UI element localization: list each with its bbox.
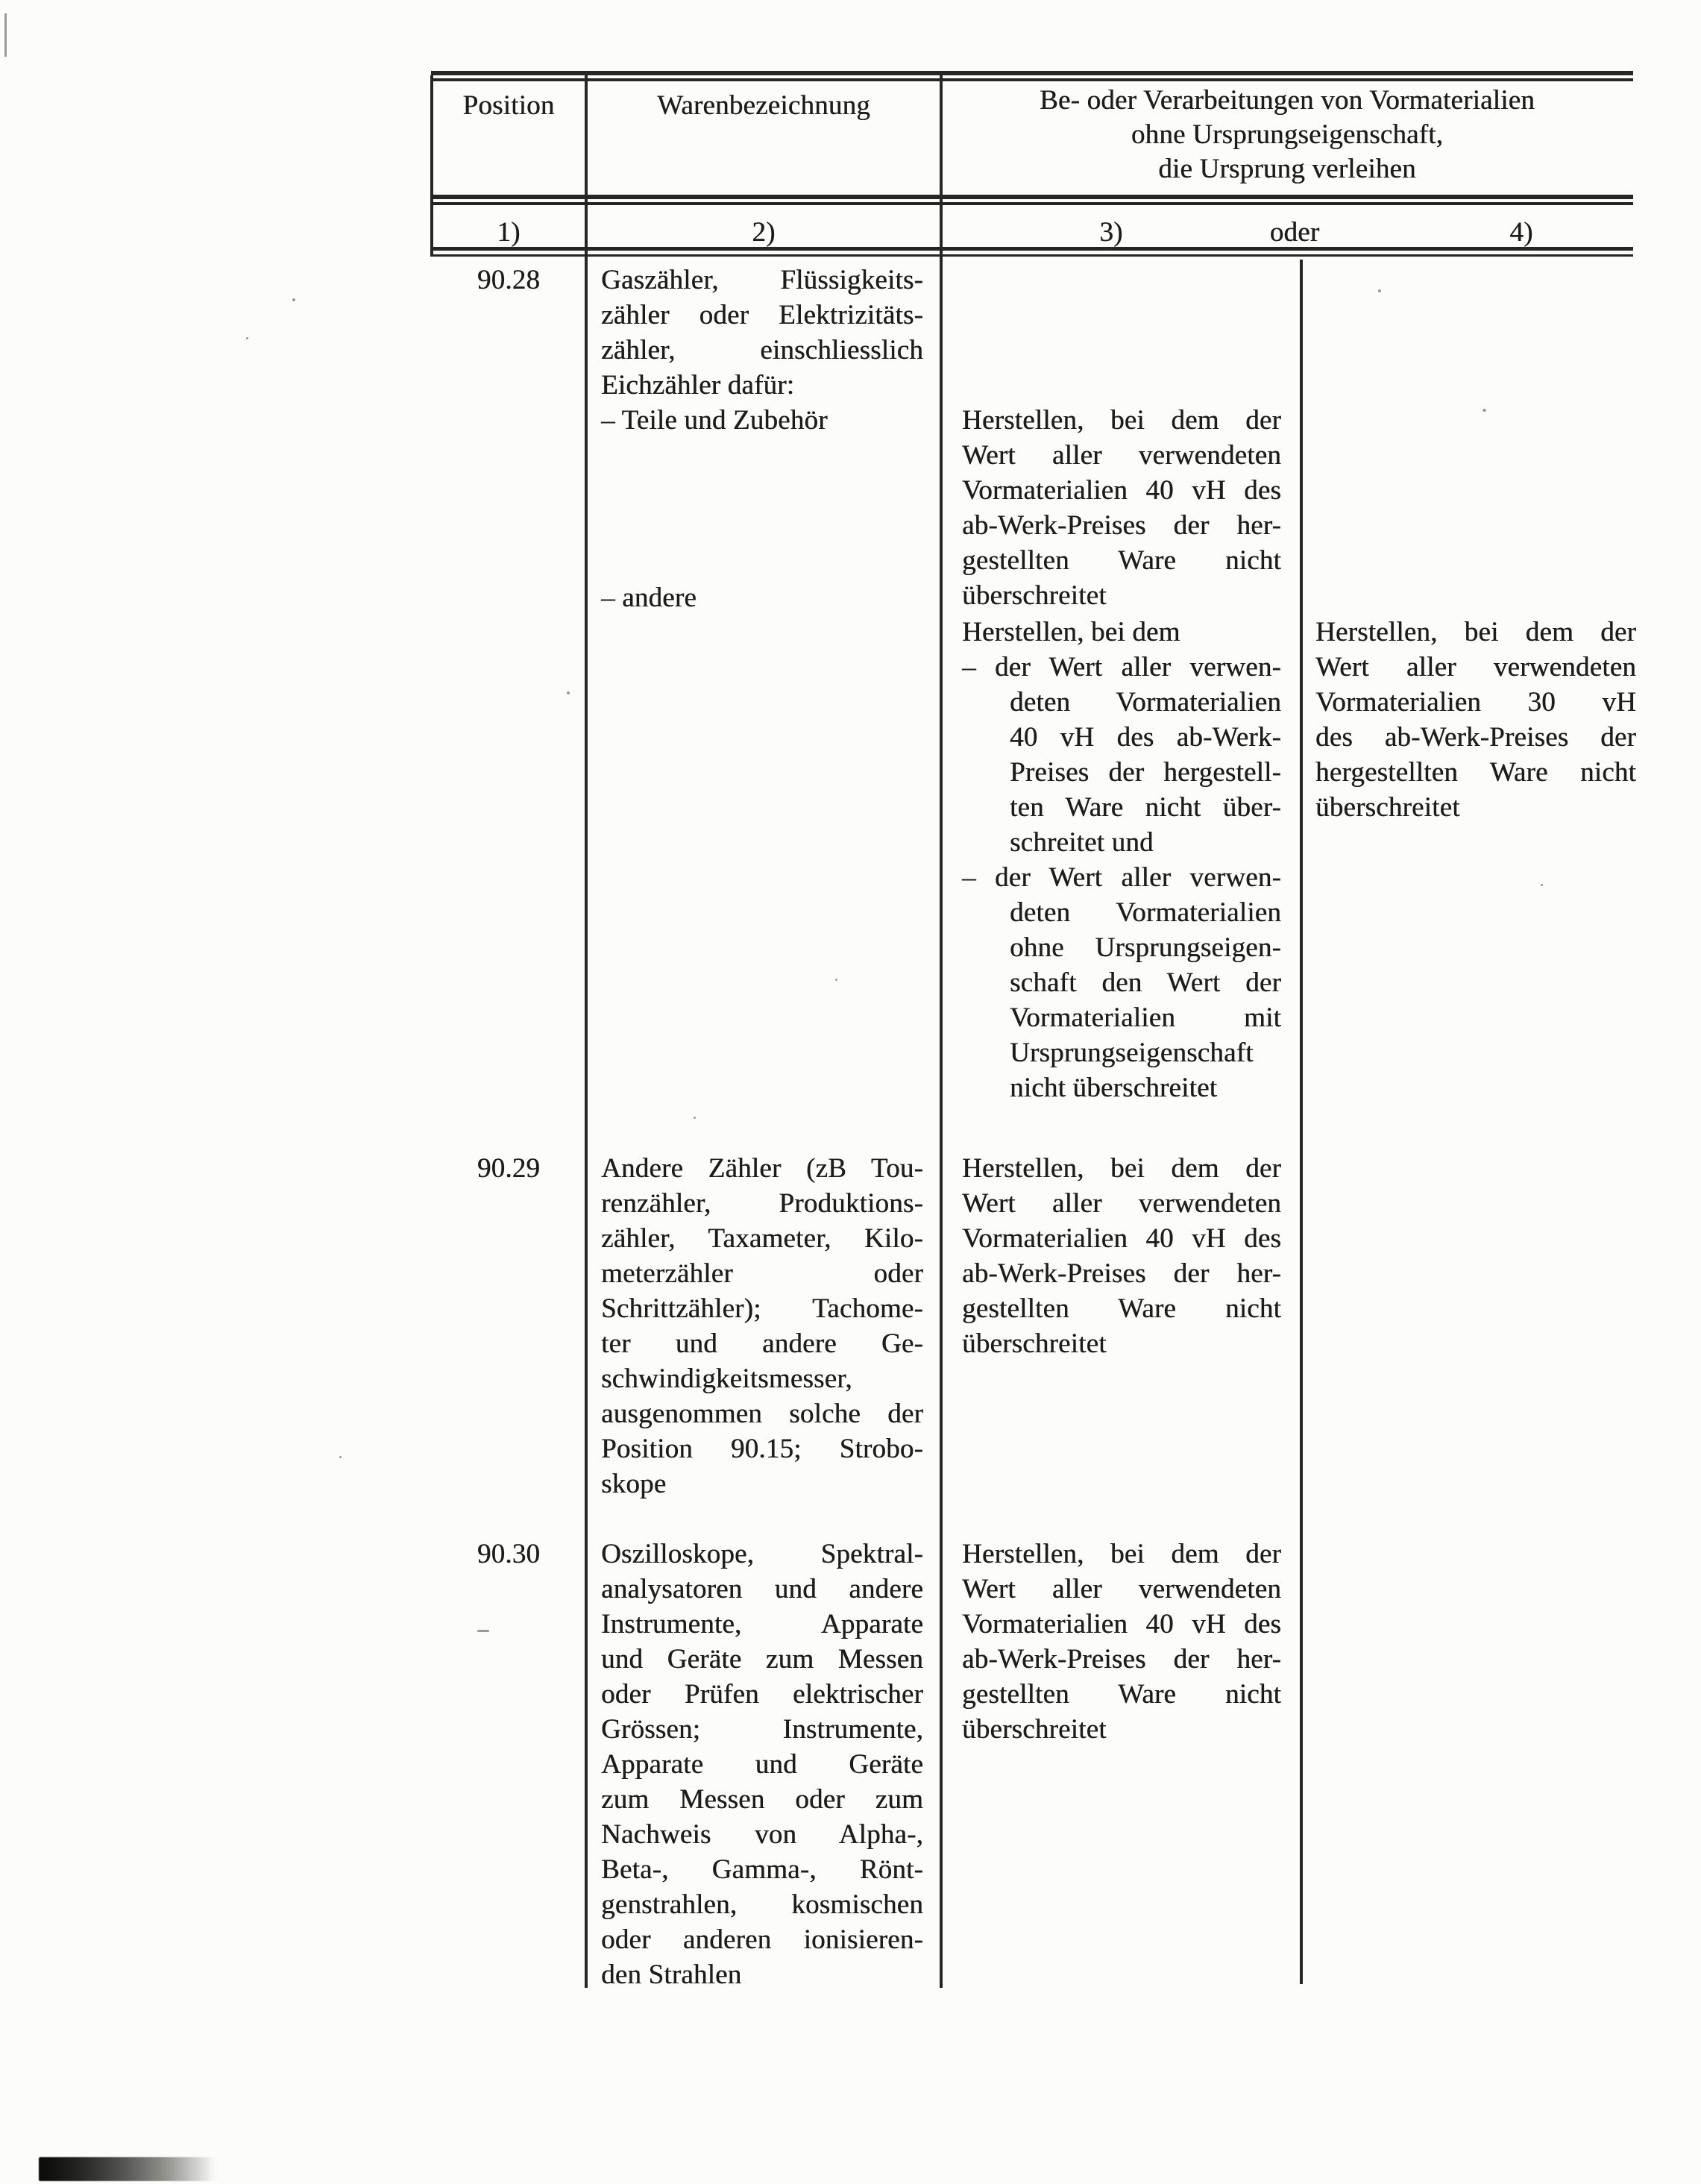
text-line: Vormaterialien 40 vH des xyxy=(962,1223,1281,1254)
text-line: und Geräte zum Messen xyxy=(601,1644,923,1675)
text-line: gestellten Ware nicht xyxy=(962,1293,1281,1324)
subheader-col1: 1) xyxy=(497,217,521,248)
text-line: analysatoren und andere xyxy=(601,1574,923,1604)
text-line: schwindigkeitsmesser, xyxy=(601,1364,852,1394)
text-line: ausgenommen solche der xyxy=(601,1399,923,1429)
text-line: Herstellen, bei dem der xyxy=(962,1539,1281,1569)
position-number-9028: 90.28 xyxy=(477,265,541,295)
text-line: des ab-Werk-Preises der xyxy=(1315,722,1636,753)
text-line: Preises der hergestell- xyxy=(1010,757,1281,788)
text-line: Apparate und Geräte xyxy=(601,1749,923,1780)
rule-9028-teile-col3 xyxy=(962,403,1281,613)
subheader-oder: oder xyxy=(1269,217,1320,248)
text-line: Ursprungseigenschaft xyxy=(1010,1038,1254,1068)
description-9028-andere-label xyxy=(601,580,923,615)
table-top-rule xyxy=(431,71,1633,81)
position-number-9029: 90.29 xyxy=(477,1153,541,1184)
column-header-processing xyxy=(941,84,1633,186)
text-line: gestellten Ware nicht xyxy=(962,1679,1281,1710)
text-line: überschreitet xyxy=(962,1328,1107,1359)
text-line: deten Vormaterialien xyxy=(1010,687,1281,718)
text-line: gestellten Ware nicht xyxy=(962,545,1281,576)
text-line: ab-Werk-Preises der her- xyxy=(962,1644,1281,1675)
column-divider-1-2 xyxy=(585,75,588,1988)
text-line: ab-Werk-Preises der her- xyxy=(962,1258,1281,1289)
text-line: genstrahlen, kosmischen xyxy=(601,1889,923,1920)
text-line: schaft den Wert der xyxy=(1010,967,1281,998)
text-line: überschreitet xyxy=(962,580,1107,611)
table-subheader-rule xyxy=(431,247,1633,257)
text-line: zähler, einschliesslich xyxy=(601,335,923,365)
text-line: zähler oder Elektrizitäts- xyxy=(601,300,923,330)
text-line: ab-Werk-Preises der her- xyxy=(962,510,1281,541)
text-line: schreitet und xyxy=(1010,827,1154,858)
text-line: Beta-, Gamma-, Rönt- xyxy=(601,1854,923,1885)
scan-speck xyxy=(339,1456,342,1458)
column-header-position: Position xyxy=(462,90,555,121)
scan-streak-artifact xyxy=(39,2157,221,2181)
text-line: Gaszähler, Flüssigkeits- xyxy=(601,265,923,295)
text-line: Position 90.15; Strobo- xyxy=(601,1434,923,1464)
text-line: Herstellen, bei dem der xyxy=(1315,617,1636,647)
text-line: Andere Zähler (zB Tou- xyxy=(601,1153,923,1184)
text-line: Wert aller verwendeten xyxy=(1315,652,1636,682)
text-line: Nachweis von Alpha-, xyxy=(601,1819,923,1850)
text-line: Wert aller verwendeten xyxy=(962,1574,1281,1604)
text-line: renzähler, Produktions- xyxy=(601,1188,923,1219)
rule-9029-col3 xyxy=(962,1151,1281,1361)
subheader-col3: 3) xyxy=(1099,217,1123,248)
text-line: – Teile und Zubehör xyxy=(601,405,828,436)
column-header-goods-description: Warenbezeichnung xyxy=(657,90,870,121)
text-line: ohne Ursprungseigenschaft, xyxy=(1131,119,1444,150)
rule-9028-andere-col3 xyxy=(962,615,1281,1105)
scan-speck xyxy=(292,298,295,301)
text-line: Herstellen, bei dem der xyxy=(962,1153,1281,1184)
text-line: oder Prüfen elektrischer xyxy=(601,1679,923,1710)
text-line: Oszilloskope, Spektral- xyxy=(601,1539,923,1569)
text-line: – der Wert aller verwen- xyxy=(962,862,1281,893)
text-line: hergestellten Ware nicht xyxy=(1315,757,1636,788)
text-line: ter und andere Ge- xyxy=(601,1328,923,1359)
origin-rules-table xyxy=(431,0,1636,2184)
description-9028-intro xyxy=(601,263,923,403)
text-line: Instrumente, Apparate xyxy=(601,1609,923,1639)
rule-9028-andere-col4 xyxy=(1315,615,1636,825)
text-line: Be- oder Verarbeitungen von Vormaterialien xyxy=(1040,85,1535,116)
subheader-col4: 4) xyxy=(1509,217,1533,248)
text-line: Grössen; Instrumente, xyxy=(601,1714,923,1745)
text-line: Eichzähler dafür: xyxy=(601,370,795,401)
text-line: deten Vormaterialien xyxy=(1010,897,1281,928)
text-line: zähler, Taxameter, Kilo- xyxy=(601,1223,923,1254)
text-line: ten Ware nicht über- xyxy=(1010,792,1281,823)
description-9030 xyxy=(601,1537,923,1992)
column-divider-2-3 xyxy=(940,75,943,1988)
text-line: Wert aller verwendeten xyxy=(962,1188,1281,1219)
text-line: nicht überschreitet xyxy=(1010,1073,1218,1103)
text-line: oder anderen ionisieren- xyxy=(601,1924,923,1955)
text-line: Herstellen, bei dem xyxy=(962,617,1180,647)
table-header-rule xyxy=(431,195,1633,205)
text-line: ohne Ursprungseigen- xyxy=(1010,932,1281,963)
text-line: die Ursprung verleihen xyxy=(1158,154,1416,184)
rule-9030-col3 xyxy=(962,1537,1281,1747)
text-line: – andere xyxy=(601,583,697,613)
text-line: Vormaterialien 30 vH xyxy=(1315,687,1636,718)
subheader-col2: 2) xyxy=(752,217,776,248)
text-line: den Strahlen xyxy=(601,1959,742,1990)
text-line: meterzähler oder xyxy=(601,1258,923,1289)
scan-speck xyxy=(246,337,248,339)
description-9029 xyxy=(601,1151,923,1502)
position-number-9030: 90.30 xyxy=(477,1539,541,1569)
text-line: 40 vH des ab-Werk- xyxy=(1010,722,1281,753)
text-line: Herstellen, bei dem der xyxy=(962,405,1281,436)
text-line: überschreitet xyxy=(962,1714,1107,1745)
text-line: Wert aller verwendeten xyxy=(962,440,1281,471)
text-line: zum Messen oder zum xyxy=(601,1784,923,1815)
description-9028-teile-label xyxy=(601,403,923,438)
text-line: Vormaterialien 40 vH des xyxy=(962,475,1281,506)
text-line: Schrittzähler); Tachome- xyxy=(601,1293,923,1324)
text-line: überschreitet xyxy=(1315,792,1460,823)
text-line: – der Wert aller verwen- xyxy=(962,652,1281,682)
text-line: Vormaterialien mit xyxy=(1010,1002,1281,1033)
scan-scratch-artifact xyxy=(4,13,7,57)
text-line: Vormaterialien 40 vH des xyxy=(962,1609,1281,1639)
text-line: skope xyxy=(601,1469,667,1499)
column-divider-3-4 xyxy=(1300,260,1303,1984)
